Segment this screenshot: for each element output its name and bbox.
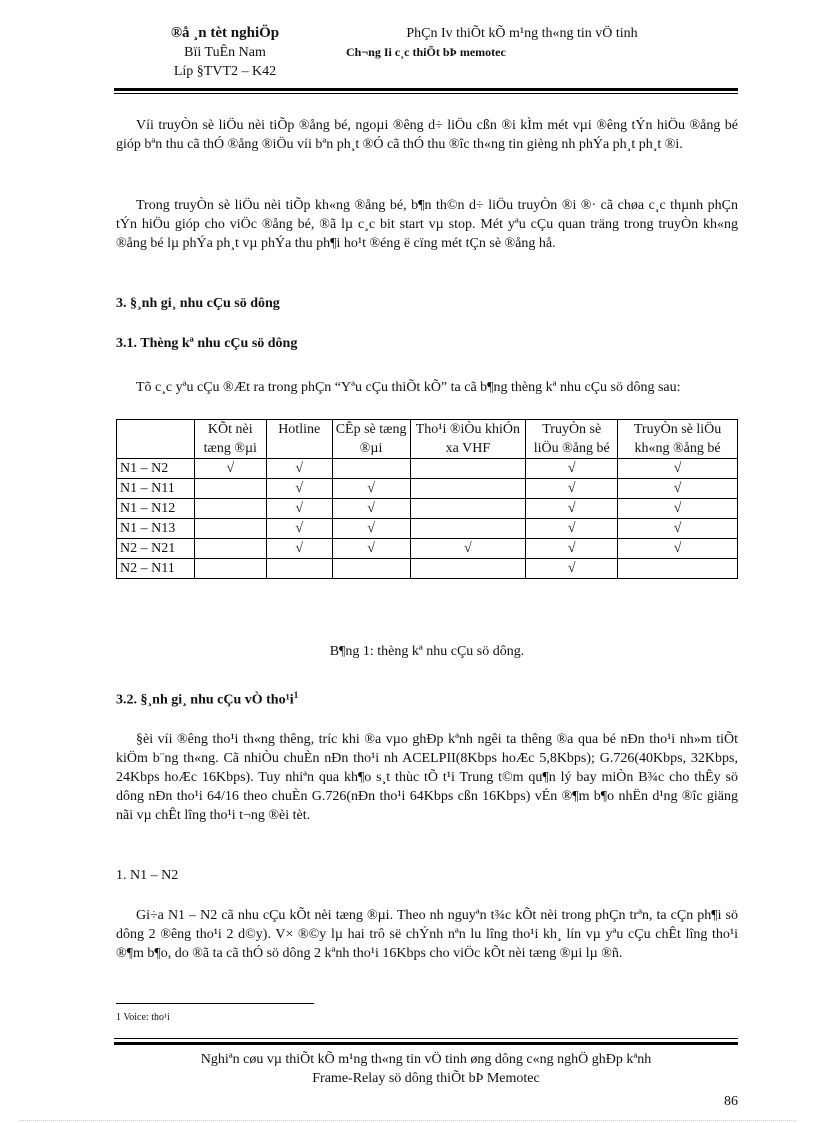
table-header-cell (117, 420, 195, 459)
table-cell: √ (266, 539, 332, 559)
table-cell (194, 499, 266, 519)
table-cell (410, 559, 526, 579)
table-cell-link: N2 – N11 (117, 559, 195, 579)
list-item-n1-n2: 1. N1 – N2 (116, 868, 179, 883)
table-cell (618, 559, 738, 579)
table-cell: √ (526, 479, 618, 499)
section-heading-3-2 (116, 690, 298, 709)
table-cell: √ (526, 459, 618, 479)
table-header-cell: Hotline (266, 420, 332, 459)
footnote-text: Voice: tho¹i (123, 1012, 170, 1023)
table-cell: √ (194, 459, 266, 479)
part-title: PhÇn Iv thiÕt kÕ m¹ng th«ng tin vÖ tinh (406, 26, 638, 41)
footer-line-2: Frame-Relay sö dông thiÕt bÞ Memotec (312, 1071, 540, 1086)
table-cell (194, 559, 266, 579)
footer-text (114, 1050, 738, 1088)
table-cell: √ (332, 479, 410, 499)
table-cell: √ (266, 519, 332, 539)
table-cell (410, 519, 526, 539)
table-cell: √ (526, 539, 618, 559)
table-cell: √ (618, 519, 738, 539)
table-cell-link: N1 – N11 (117, 479, 195, 499)
table-cell: √ (618, 499, 738, 519)
header-left-block (130, 24, 320, 81)
section-heading-3-1: 3.1. Thèng kª nhu cÇu sö dông (116, 336, 298, 351)
table-cell-link: N1 – N12 (117, 499, 195, 519)
table-header-cell: CÊp sè tæng ®µi (332, 420, 410, 459)
usage-table (116, 419, 738, 579)
paragraph-n1-n2-detail: Gi÷a N1 – N2 cã nhu cÇu kÕt nèi tæng ®µi. Theo nh nguyªn t¾c kÕt nèi trong phÇn trªn, ta cÇn ph¶i sö dông 2 ®êng tho¹i 2 d©y). V× ®©y lµ hai trô së chÝnh nªn lu lîng tho¹i kh¸ lín vµ yªu cÇu chÊt lîng tho¹i ®¶m b¶o, do ®ã ta cã thÓ sö dông 2 kªnh tho¹i 16Kbps cho viÖc kÕt nèi tæng ®µi lµ ®ñ. (116, 908, 738, 961)
table-cell-link: N1 – N13 (117, 519, 195, 539)
table-header-cell: KÕt nèi tæng ®µi (194, 420, 266, 459)
table-header-cell: TruyÒn sè liÖu kh«ng ®ång bé (618, 420, 738, 459)
table-cell (332, 559, 410, 579)
table-cell: √ (526, 499, 618, 519)
table-row (117, 519, 738, 539)
paragraph-async-transmission: Trong truyÒn sè liÖu nèi tiÕp kh«ng ®ång bé, b¶n th©n d÷ liÖu truyÒn ®i ®· cã chøa c¸c thµnh phÇn tÝn hiÖu gióp cho viÖc ®ång bé, ®ã lµ c¸c bit start vµ stop. Mét yªu cÇu quan träng trong truyÒn kh«ng ®ång bé lµ phÝa ph¸t vµ phÝa thu ph¶i ho¹t ®éng ë cïng mét tÇn sè ®ång hå. (116, 198, 738, 251)
table-cell: √ (618, 539, 738, 559)
table-cell: √ (332, 539, 410, 559)
table-header-row (117, 420, 738, 459)
table-cell: √ (526, 519, 618, 539)
class-name: Líp §TVT2 – K42 (173, 64, 277, 79)
paragraph-voice-compression: §èi víi ®êng tho¹i th«ng thêng, tríc khi ®a vµo ghÐp kªnh ngêi ta thêng ®a qua bé nÐn tho¹i nh»m tiÕt kiÖm b¨ng th«ng. Cã nhiÒu chuÈn nÐn tho¹i nh ACELPII(8Kbps hoÆc 5,8Kbps); G.726(40Kbps, 32Kbps, 24Kbps hoÆc 16Kbps). Tuy nhiªn qua kh¶o s¸t thùc tÕ t¹i Trung t©m qu¶n lý bay miÒn B¾c cho thÊy sö dông nÐn tho¹i 64/16 theo chuÈn G.726(nÐn tho¹i 64Kbps cßn 16Kbps) vÉn ®¶m b¶o nhËn d¹ng ®îc giäng nãi vµ chÊt lîng tho¹i t¬ng ®èi tèt. (116, 732, 738, 823)
paragraph-table-intro: Tõ c¸c yªu cÇu ®Æt ra trong phÇn “Yªu cÇu thiÕt kÕ” ta cã b¶ng thèng kª nhu cÇu sö dông sau: (136, 380, 681, 395)
table-caption: B¶ng 1: thèng kª nhu cÇu sö dông. (329, 644, 525, 659)
table-cell: √ (332, 519, 410, 539)
page-edge-dots (20, 1120, 796, 1121)
table-cell (194, 479, 266, 499)
table-cell (410, 479, 526, 499)
footnote-reference: 1 (293, 690, 299, 700)
report-title: ®å ¸n tèt nghiÖp (170, 25, 280, 41)
table-cell-link: N1 – N2 (117, 459, 195, 479)
table-cell: √ (618, 459, 738, 479)
header-rule-thin (114, 93, 738, 94)
chapter-title: Ch¬ng Ii c¸c thiÕt bÞ memotec (346, 45, 506, 59)
table-row (117, 479, 738, 499)
section-heading-3: 3. §¸nh gi¸ nhu cÇu sö dông (116, 296, 280, 311)
page-number: 86 (724, 1094, 738, 1109)
table-cell: √ (266, 479, 332, 499)
section-heading-3-2-text: 3.2. §¸nh gi¸ nhu cÇu vÒ tho¹i (116, 692, 294, 708)
table-row (117, 539, 738, 559)
paragraph-sync-transmission: Víi truyÒn sè liÖu nèi tiÕp ®ång bé, ngoµi ®êng d÷ liÖu cßn ®i kÌm mét vµi ®êng tÝn hiÖu ®ång bé gióp bªn thu cã thÓ ®ång ®iÖu víi bªn ph¸t ®Ó cã thÓ thu ®îc th«ng tin gièng nh phÝa ph¸t ph¸t ®i. (116, 118, 738, 152)
table-cell: √ (332, 499, 410, 519)
table-row (117, 499, 738, 519)
table-cell (410, 499, 526, 519)
table-cell: √ (266, 499, 332, 519)
table-cell: √ (526, 559, 618, 579)
table-cell (266, 559, 332, 579)
footer-line-1: Nghiªn cøu vµ thiÕt kÕ m¹ng th«ng tin vÖ tinh øng dông c«ng nghÖ ghÐp kªnh (200, 1052, 652, 1067)
header-rule-thick (114, 88, 738, 91)
table-header-cell: Tho¹i ®iÒu khiÓn xa VHF (410, 420, 526, 459)
author-name: Bïi TuÊn Nam (184, 45, 266, 60)
table-cell (410, 459, 526, 479)
table-cell: √ (410, 539, 526, 559)
table-cell (194, 539, 266, 559)
footnote-mark: 1 (116, 1012, 121, 1023)
footer-rule-thin (114, 1038, 738, 1039)
table-cell: √ (266, 459, 332, 479)
header-right-block (342, 24, 702, 62)
footnote-rule (116, 1003, 314, 1004)
table-row (117, 559, 738, 579)
footnote (116, 1012, 170, 1023)
table-cell: √ (618, 479, 738, 499)
footer-rule-thick (114, 1042, 738, 1045)
table-header-cell: TruyÒn sè liÖu ®ång bé (526, 420, 618, 459)
table-cell (332, 459, 410, 479)
table-cell-link: N2 – N21 (117, 539, 195, 559)
table-cell (194, 519, 266, 539)
table-row (117, 459, 738, 479)
